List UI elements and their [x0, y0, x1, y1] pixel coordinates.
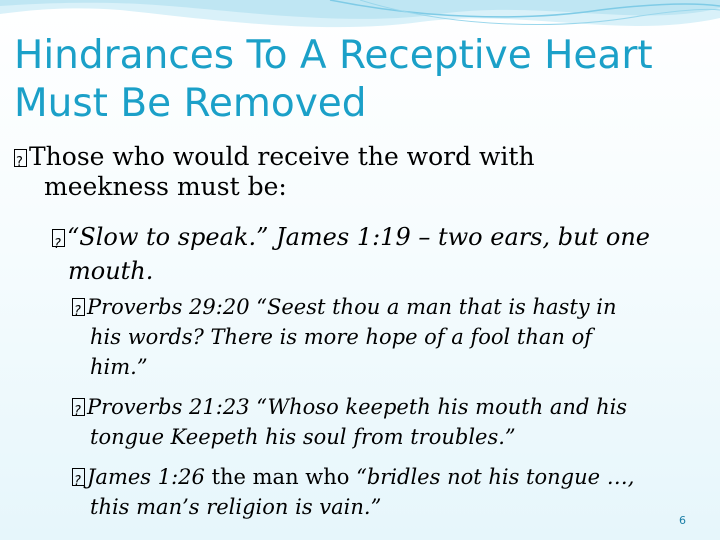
- page-number: 6: [679, 514, 686, 527]
- sub-bullet-proverbs-29-20: [72, 292, 692, 382]
- sub-bullet-3-plain-text: the man who: [204, 465, 357, 489]
- bullet-level-2: [52, 220, 712, 288]
- sub-bullet-2-line-2: tongue Keepeth his soul from troubles.”: [90, 425, 516, 449]
- sub-bullet-1-line-2: his words? There is more hope of a fool than of: [90, 325, 593, 349]
- missing-glyph-icon: [72, 398, 85, 416]
- bullet-1-text-line-1: Those who would receive the word with: [29, 142, 535, 171]
- slide-title: [14, 32, 653, 128]
- sub-bullet-2-line-1: Proverbs 21:23 “Whoso keepeth his mouth and his: [87, 395, 628, 419]
- missing-glyph-icon: [72, 298, 85, 316]
- sub-bullet-james-1-26: [72, 462, 692, 522]
- sub-bullet-3-line-2: this man’s religion is vain.”: [90, 495, 382, 519]
- missing-glyph-icon: [14, 149, 27, 167]
- missing-glyph-icon: [52, 229, 65, 247]
- missing-glyph-icon: [72, 468, 85, 486]
- sub-bullet-1-line-1: Proverbs 29:20 “Seest thou a man that is hasty in: [87, 295, 617, 319]
- sub-bullet-3-quote: “bridles not his tongue …,: [356, 465, 635, 489]
- bullet-2-text-line-1: “Slow to speak.” James 1:19 – two ears, but one: [67, 223, 651, 251]
- sub-bullet-1-line-3: him.”: [90, 355, 148, 379]
- slide-title-line-1: Hindrances To A Receptive Heart: [14, 33, 653, 78]
- slide-title-line-2: Must Be Removed: [14, 81, 367, 126]
- sub-bullet-3-reference: James 1:26: [87, 465, 205, 489]
- bullet-level-1: [14, 142, 694, 202]
- sub-bullet-proverbs-21-23: [72, 392, 692, 452]
- bullet-2-text-line-2: mouth.: [68, 257, 154, 285]
- bullet-1-text-line-2: meekness must be:: [44, 172, 287, 201]
